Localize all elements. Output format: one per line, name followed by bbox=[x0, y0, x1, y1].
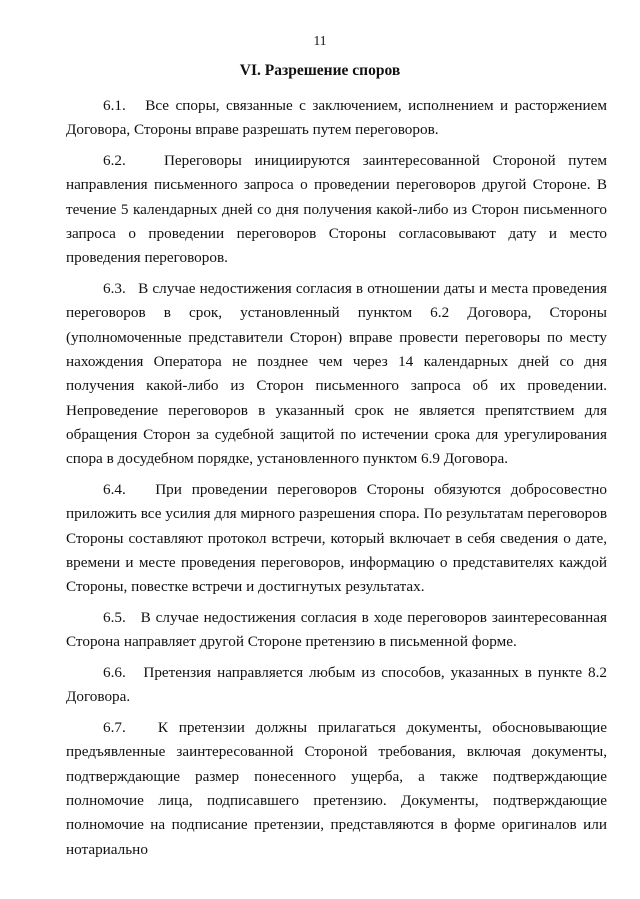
paragraph-text: При проведении переговоров Стороны обязуются добросовестно приложить все усилия для мирного разрешения спора. По результатам переговоров Стороны составляют протокол встречи, который включает в себя сведения о дате, времени и месте проведения переговоров, информацию о представителях каждой Стороны, повестке встречи и достигнутых результатах. bbox=[66, 480, 607, 596]
paragraph-6-1 bbox=[66, 94, 607, 143]
paragraph-number: 6.6. bbox=[103, 664, 126, 682]
paragraph-number: 6.3. bbox=[103, 280, 126, 298]
paragraph-number: 6.5. bbox=[103, 608, 126, 626]
paragraph-number: 6.4. bbox=[103, 480, 126, 498]
paragraph-text: К претензии должны прилагаться документы, обосновывающие предъявленные заинтересованной Стороной требования, включая документы, подтверждающие размер понесенного ущерба, а также подтверждающие полномочие лица, подписавшего претензию. Документы, подтверждающие полномочие на подписание претензии, представляются в форме оригиналов или нотариально bbox=[66, 719, 608, 858]
paragraph-6-6 bbox=[66, 661, 607, 710]
paragraph-text: Претензия направляется любым из способов, указанных в пункте 8.2 Договора. bbox=[66, 664, 607, 706]
paragraph-6-4 bbox=[66, 478, 607, 599]
document-body bbox=[66, 94, 607, 868]
paragraph-6-3 bbox=[66, 277, 607, 471]
paragraph-number: 6.1. bbox=[103, 97, 126, 114]
paragraph-6-7 bbox=[66, 716, 607, 862]
paragraph-number: 6.2. bbox=[103, 152, 126, 170]
paragraph-text: В случае недостижения согласия в отношении даты и места проведения переговоров в срок, установленный пунктом 6.2 Договора, Стороны (уполномоченные представители Сторон) вправе провести переговоры по месту нахождения Оператора не позднее чем через 14 календарных дней со дня получения какой-либо из Сторон письменного запроса об их проведении. Непроведение переговоров в указанный срок не является препятствием для обращения Сторон за судебной защитой по истечении срока для урегулирования спора в досудебном порядке, установленного пунктом 6.9 Договора. bbox=[66, 280, 608, 468]
paragraph-text: Все споры, связанные с заключением, исполнением и расторжением Договора, Стороны вправе разрешать путем переговоров. bbox=[66, 97, 607, 139]
section-title: VI. Разрешение споров bbox=[239, 62, 401, 79]
paragraph-6-2 bbox=[66, 149, 607, 270]
page-number: 11 bbox=[313, 33, 327, 48]
paragraph-number: 6.7. bbox=[103, 719, 126, 737]
paragraph-text: Переговоры инициируются заинтересованной Стороной путем направления письменного запроса о проведении переговоров другой Стороне. В течение 5 календарных дней со дня получения какой-либо из Сторон письменного запроса о проведении переговоров Стороны согласовывают дату и место проведения переговоров. bbox=[66, 152, 608, 267]
paragraph-text: В случае недостижения согласия в ходе переговоров заинтересованная Сторона направляет другой Стороне претензию в письменной форме. bbox=[66, 608, 608, 651]
paragraph-6-5 bbox=[66, 606, 607, 655]
